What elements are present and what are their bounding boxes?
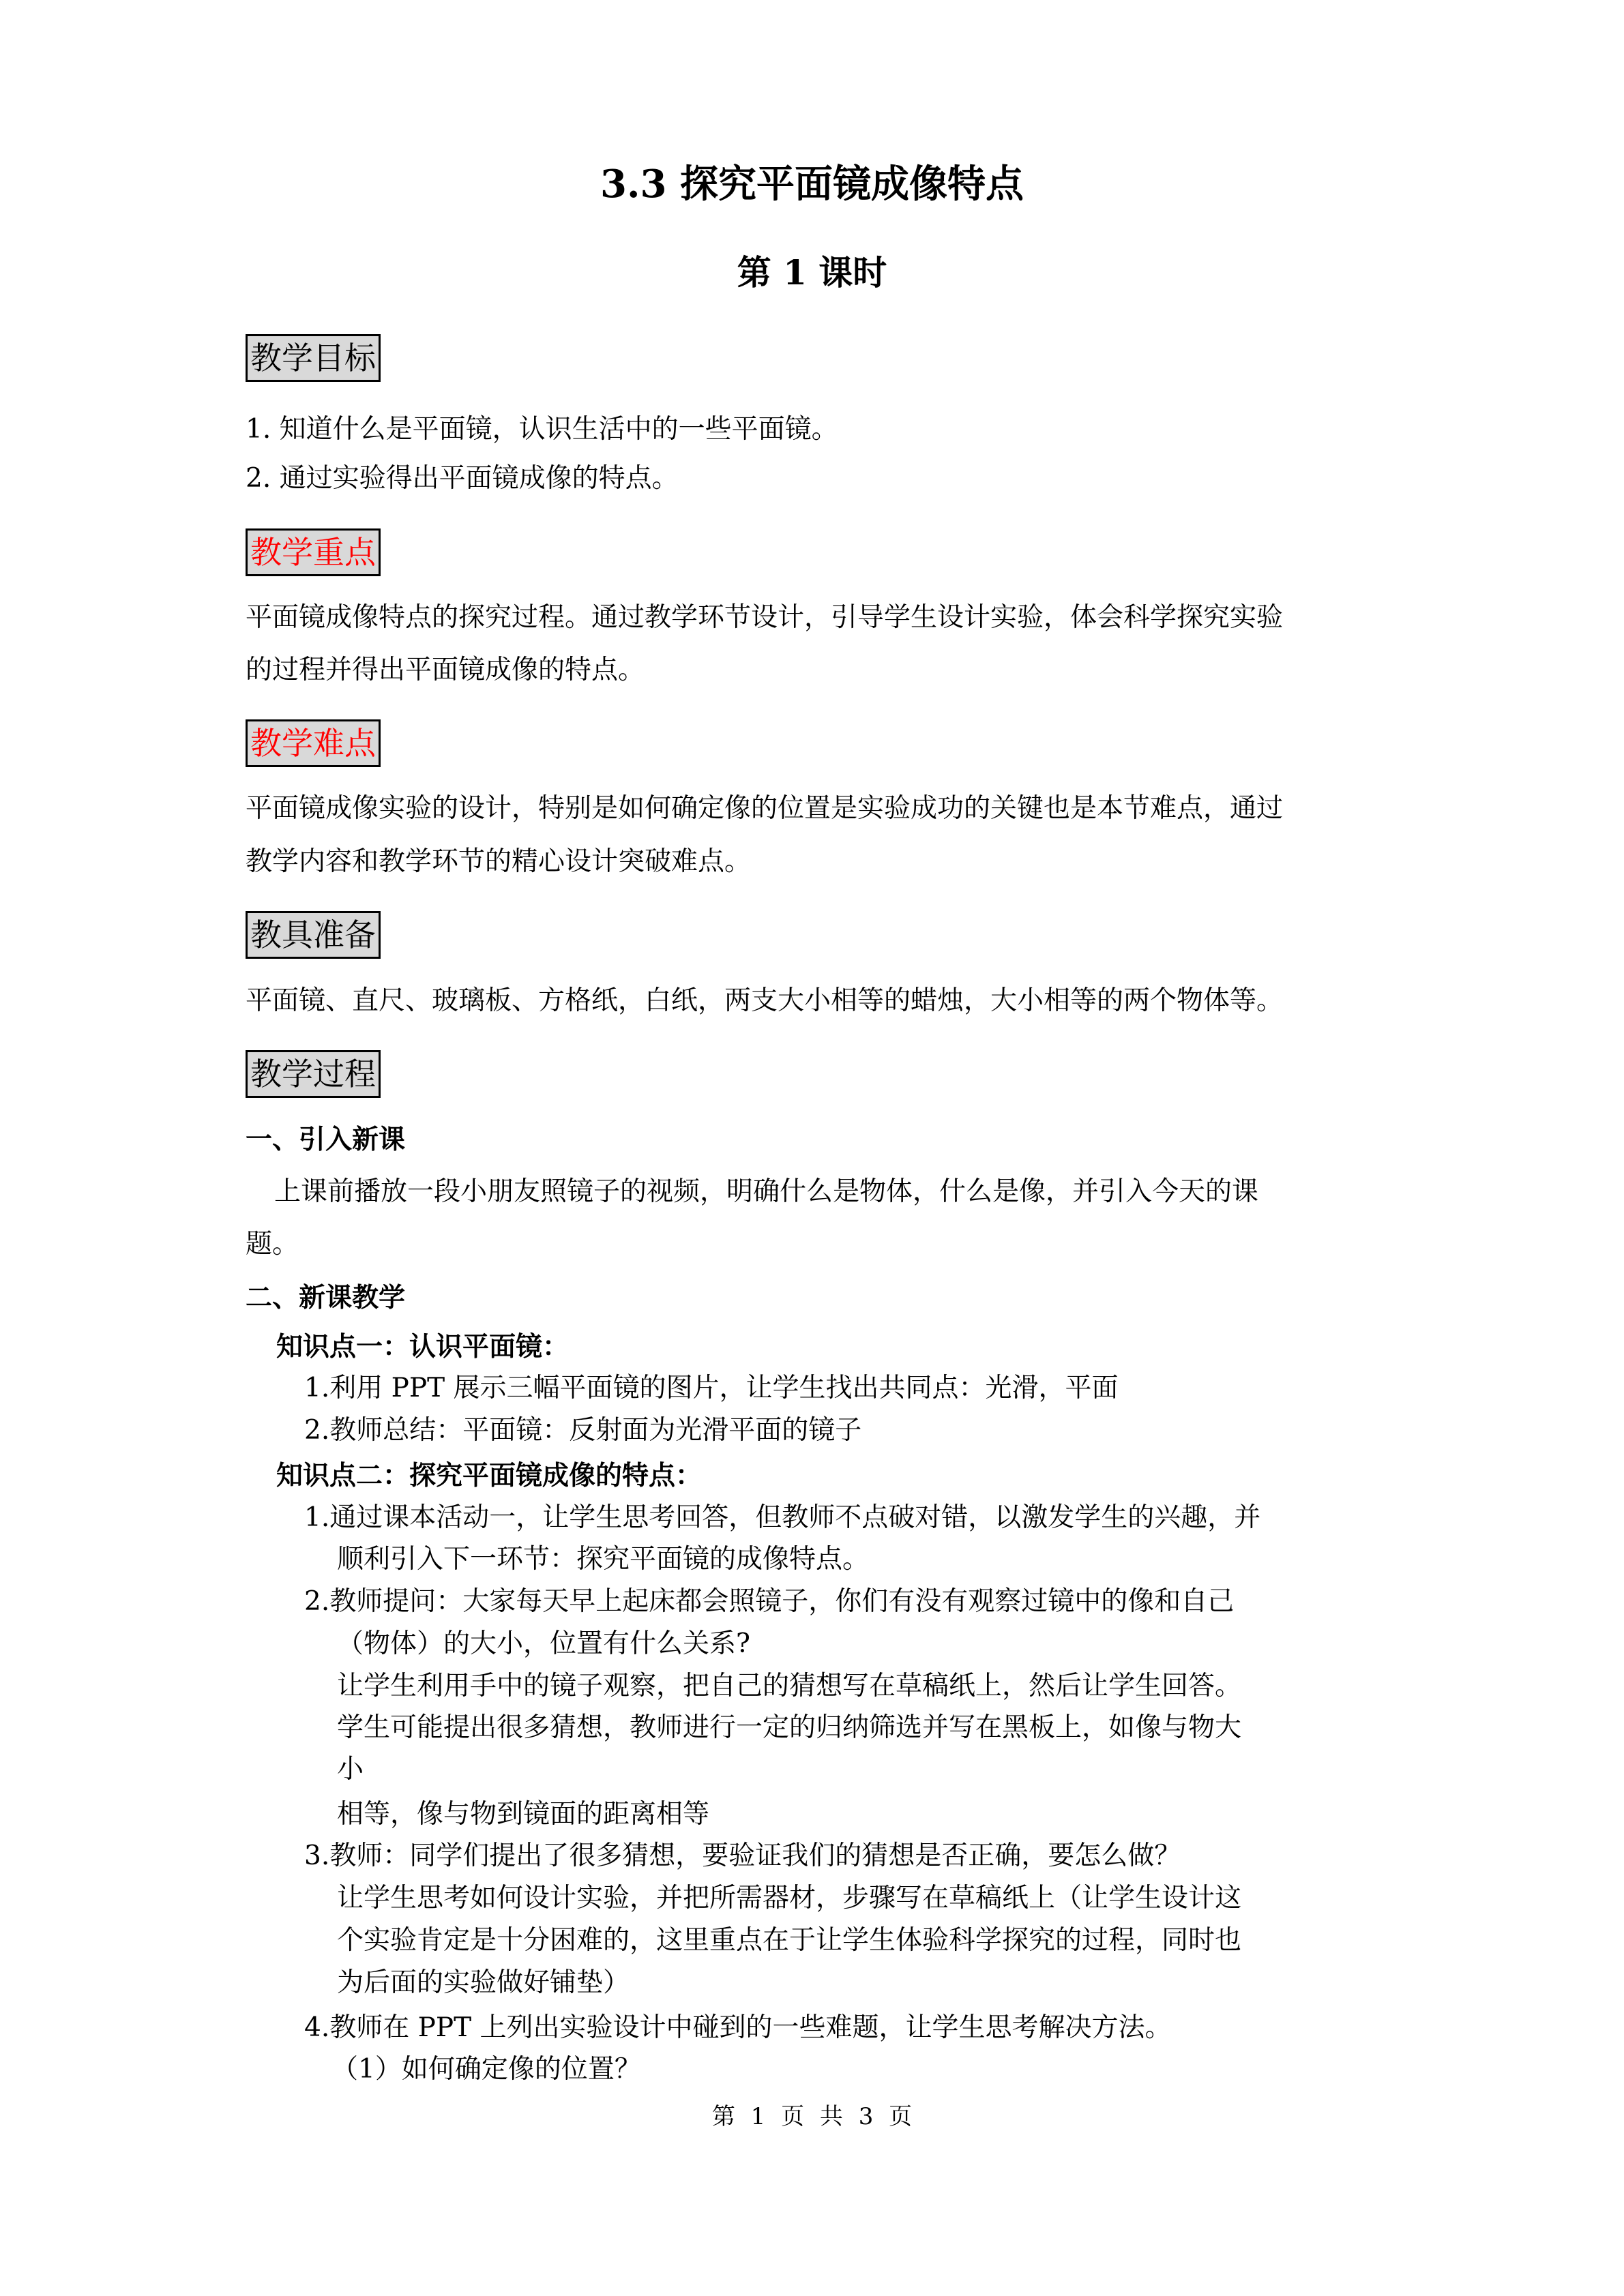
key-points-line: 平面镜成像特点的探究过程。通过教学环节设计，引导学生设计实验，体会科学探究实验 [246, 602, 1284, 633]
section-heading-objectives: 教学目标 [246, 334, 381, 382]
knowledge-point-2-line: 2.教师提问：大家每天早上起床都会照镜子，你们有没有观察过镜中的像和自己 [304, 1586, 1235, 1617]
knowledge-point-2-line: 为后面的实验做好铺垫） [337, 1967, 630, 1998]
knowledge-point-1-title: 知识点一：认识平面镜： [276, 1331, 570, 1362]
knowledge-point-2-line: 学生可能提出很多猜想，教师进行一定的归纳筛选并写在黑板上，如像与物大 [337, 1712, 1242, 1743]
materials-line: 平面镜、直尺、玻璃板、方格纸，白纸，两支大小相等的蜡烛，大小相等的两个物体等。 [246, 985, 1284, 1016]
page-subtitle: 第 1 课时 [737, 252, 887, 293]
knowledge-point-1-item: 1.利用 PPT 展示三幅平面镜的图片，让学生找出共同点：光滑，平面 [304, 1373, 1119, 1403]
knowledge-point-2-line: 顺利引入下一环节：探究平面镜的成像特点。 [337, 1544, 870, 1575]
knowledge-point-2-line: 1.通过课本活动一，让学生思考回答，但教师不点破对错，以激发学生的兴趣，并 [304, 1502, 1261, 1533]
process-part1-line: 上课前播放一段小朋友照镜子的视频，明确什么是物体，什么是像，并引入今天的课 [274, 1176, 1259, 1207]
process-part1-line: 题。 [246, 1229, 299, 1259]
knowledge-point-2-line: 4.教师在 PPT 上列出实验设计中碰到的一些难题，让学生思考解决方法。 [304, 2012, 1172, 2043]
difficulties-line: 教学内容和教学环节的精心设计突破难点。 [246, 846, 752, 877]
page-title: 3.3 探究平面镜成像特点 [600, 162, 1024, 207]
section-heading-key-points: 教学重点 [246, 528, 381, 576]
key-points-line: 的过程并得出平面镜成像的特点。 [246, 655, 645, 685]
knowledge-point-2-line: 相等，像与物到镜面的距离相等 [337, 1799, 710, 1830]
section-heading-difficulties: 教学难点 [246, 719, 381, 767]
process-part2-title: 二、新课教学 [246, 1282, 406, 1313]
knowledge-point-2-line: 个实验肯定是十分困难的，这里重点在于让学生体验科学探究的过程，同时也 [337, 1925, 1242, 1956]
objective-item: 1. 知道什么是平面镜，认识生活中的一些平面镜。 [246, 414, 838, 445]
knowledge-point-2-line: 3.教师：同学们提出了很多猜想，要验证我们的猜想是否正确，要怎么做？ [304, 1840, 1181, 1871]
knowledge-point-1-item: 2.教师总结：平面镜：反射面为光滑平面的镜子 [304, 1415, 862, 1446]
section-heading-materials: 教具准备 [246, 911, 381, 959]
process-part1-title: 一、引入新课 [246, 1124, 406, 1155]
knowledge-point-2-line: 让学生思考如何设计实验，并把所需器材，步骤写在草稿纸上（让学生设计这 [337, 1883, 1242, 1913]
objective-item: 2. 通过实验得出平面镜成像的特点。 [246, 463, 679, 494]
knowledge-point-2-title: 知识点二：探究平面镜成像的特点： [276, 1460, 703, 1491]
knowledge-point-2-line: 小 [337, 1754, 364, 1785]
page-footer: 第 1 页 共 3 页 [711, 2103, 913, 2130]
difficulties-line: 平面镜成像实验的设计，特别是如何确定像的位置是实验成功的关键也是本节难点，通过 [246, 793, 1284, 824]
knowledge-point-2-line: （物体）的大小，位置有什么关系? [337, 1628, 750, 1659]
section-heading-process: 教学过程 [246, 1050, 381, 1098]
knowledge-point-2-line: 让学生利用手中的镜子观察，把自己的猜想写在草稿纸上，然后让学生回答。 [337, 1671, 1242, 1701]
knowledge-point-2-line: （1）如何确定像的位置？ [331, 2054, 641, 2085]
